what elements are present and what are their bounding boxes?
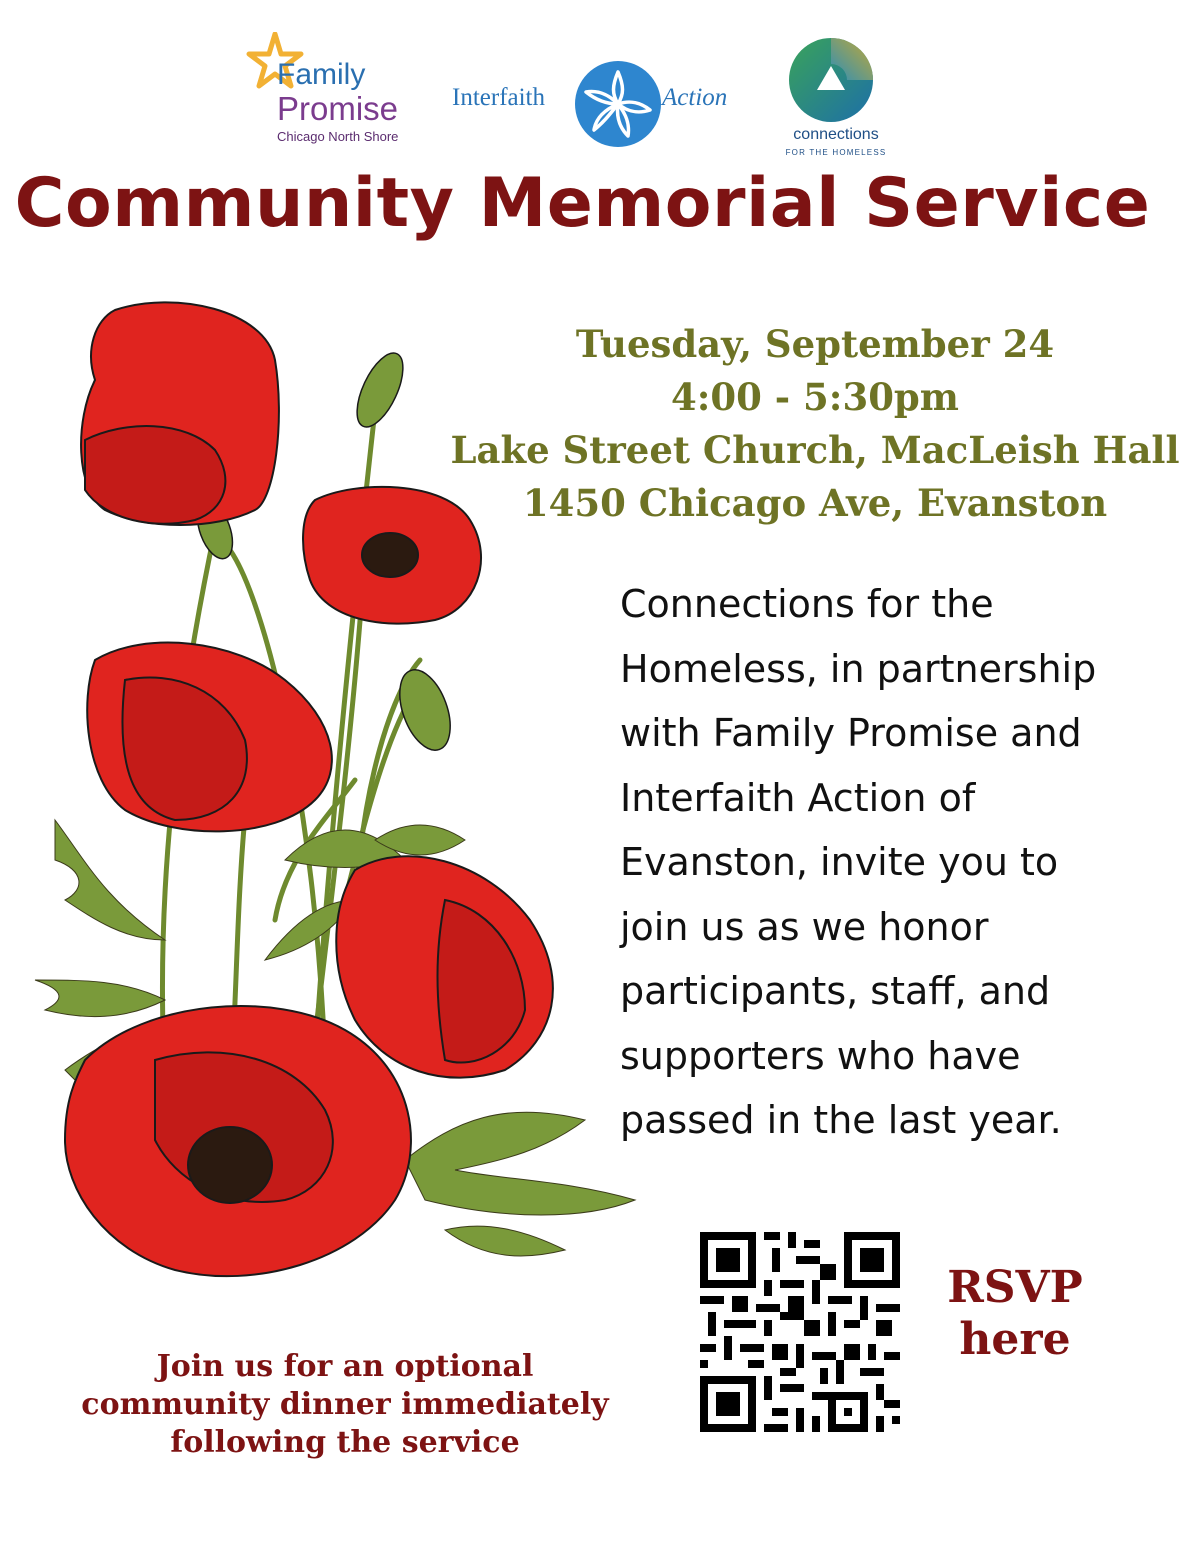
family-promise-line2: Promise <box>277 90 399 127</box>
description-line: participants, staff, and <box>620 969 1051 1013</box>
description-line: passed in the last year. <box>620 1098 1062 1142</box>
dinner-line: community dinner immediately <box>81 1387 609 1422</box>
connections-subtitle: FOR THE HOMELESS <box>785 148 887 157</box>
event-address: 1450 Chicago Ave, Evanston <box>522 481 1108 525</box>
interfaith-flower-icon <box>574 60 662 148</box>
rsvp-line2: here <box>959 1314 1071 1365</box>
page-title: Community Memorial Service <box>14 164 1151 243</box>
action-word: Action <box>662 84 728 111</box>
qr-code-icon[interactable] <box>700 1232 900 1432</box>
interfaith-action-logo <box>452 58 752 150</box>
interfaith-word: Interfaith <box>452 84 546 111</box>
connections-word: connections <box>793 126 879 143</box>
connections-logo <box>770 36 900 166</box>
description-line: with Family Promise and <box>620 711 1082 755</box>
family-promise-line3: Chicago North Shore <box>277 129 399 144</box>
dinner-line: following the service <box>170 1425 520 1460</box>
description-line: Interfaith Action of <box>620 775 976 820</box>
connections-triangle-icon <box>787 36 875 124</box>
family-promise-logo <box>245 32 445 152</box>
event-venue: Lake Street Church, MacLeish Hall <box>450 428 1180 472</box>
rsvp-line1: RSVP <box>947 1262 1083 1313</box>
description-line: Evanston, invite you to <box>620 840 1059 884</box>
dinner-line: Join us for an optional <box>156 1349 534 1384</box>
description-line: supporters who have <box>620 1033 1021 1078</box>
poppy-illustration <box>25 300 665 1320</box>
invitation-text <box>620 572 1180 1153</box>
rsvp-label <box>910 1262 1120 1366</box>
event-date: Tuesday, September 24 <box>575 322 1055 366</box>
event-time: 4:00 - 5:30pm <box>671 375 959 419</box>
description-line: Homeless, in partnership <box>620 646 1097 691</box>
description-line: Connections for the <box>620 582 994 626</box>
description-line: join us as we honor <box>620 904 989 949</box>
family-promise-line1: Family <box>277 58 366 91</box>
dinner-note <box>40 1348 650 1462</box>
